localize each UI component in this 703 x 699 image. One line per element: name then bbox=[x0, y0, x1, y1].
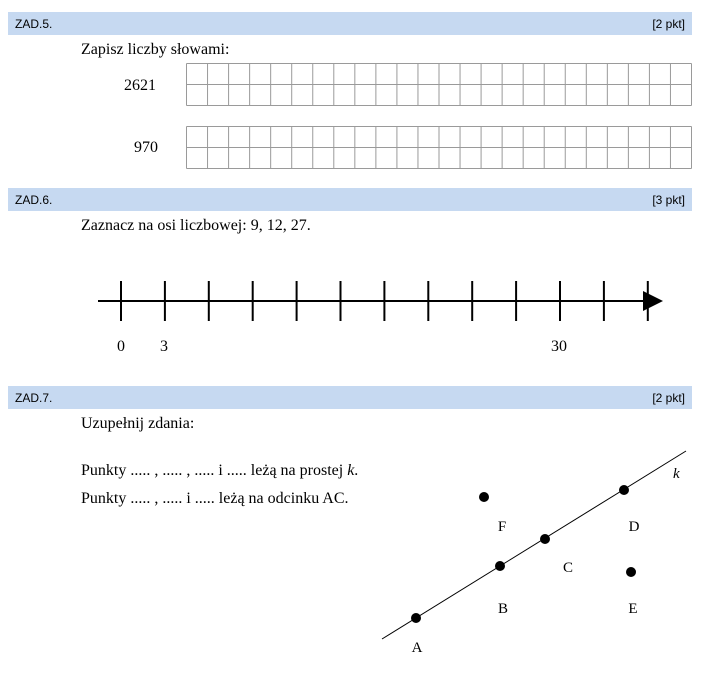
number-line bbox=[0, 270, 703, 360]
task-number: ZAD.7. bbox=[15, 391, 53, 405]
task-number: ZAD.6. bbox=[15, 193, 53, 207]
task-instruction: Zapisz liczby słowami: bbox=[81, 41, 230, 58]
answer-grid-1[interactable] bbox=[186, 63, 692, 106]
line-k bbox=[382, 451, 686, 639]
task-points: [2 pkt] bbox=[652, 391, 685, 405]
number-2621: 2621 bbox=[124, 77, 156, 94]
point-f-label: F bbox=[497, 519, 507, 535]
point-c-label: C bbox=[562, 560, 574, 576]
point-d bbox=[619, 485, 629, 495]
point-b-label: B bbox=[497, 601, 509, 617]
sentence-text: Punkty ..... , ..... , ..... i ..... leżą na prostej bbox=[81, 462, 348, 479]
point-e bbox=[626, 567, 636, 577]
point-d-label: D bbox=[628, 519, 640, 535]
task-instruction: Zaznacz na osi liczbowej: 9, 12, 27. bbox=[81, 217, 311, 234]
point-b bbox=[495, 561, 505, 571]
task-instruction: Uzupełnij zdania: bbox=[81, 415, 195, 432]
line-variable: k bbox=[347, 462, 355, 479]
answer-grid-2[interactable] bbox=[186, 126, 692, 169]
point-a bbox=[411, 613, 421, 623]
geometry-figure bbox=[370, 440, 700, 670]
point-a-label: A bbox=[411, 640, 423, 656]
point-f bbox=[479, 492, 489, 502]
axis-label-30: 30 bbox=[551, 338, 567, 355]
axis-arrow bbox=[643, 291, 663, 311]
axis-label-0: 0 bbox=[117, 338, 125, 355]
line-k-label: k bbox=[673, 466, 680, 482]
task-header-zad6 bbox=[8, 188, 692, 211]
task-number: ZAD.5. bbox=[15, 17, 53, 31]
sentence-segment-ac: Punkty ..... , ..... i ..... leżą na odcinku AC. bbox=[81, 490, 349, 507]
task-points: [2 pkt] bbox=[652, 17, 685, 31]
number-970: 970 bbox=[134, 139, 158, 156]
point-e-label: E bbox=[628, 601, 638, 617]
task-header-zad7 bbox=[8, 386, 692, 409]
sentence-end: . bbox=[354, 462, 359, 479]
sentence-line-k bbox=[81, 462, 358, 480]
point-c bbox=[540, 534, 550, 544]
axis-label-3: 3 bbox=[160, 338, 168, 355]
task-header-zad5 bbox=[8, 12, 692, 35]
task-points: [3 pkt] bbox=[652, 193, 685, 207]
